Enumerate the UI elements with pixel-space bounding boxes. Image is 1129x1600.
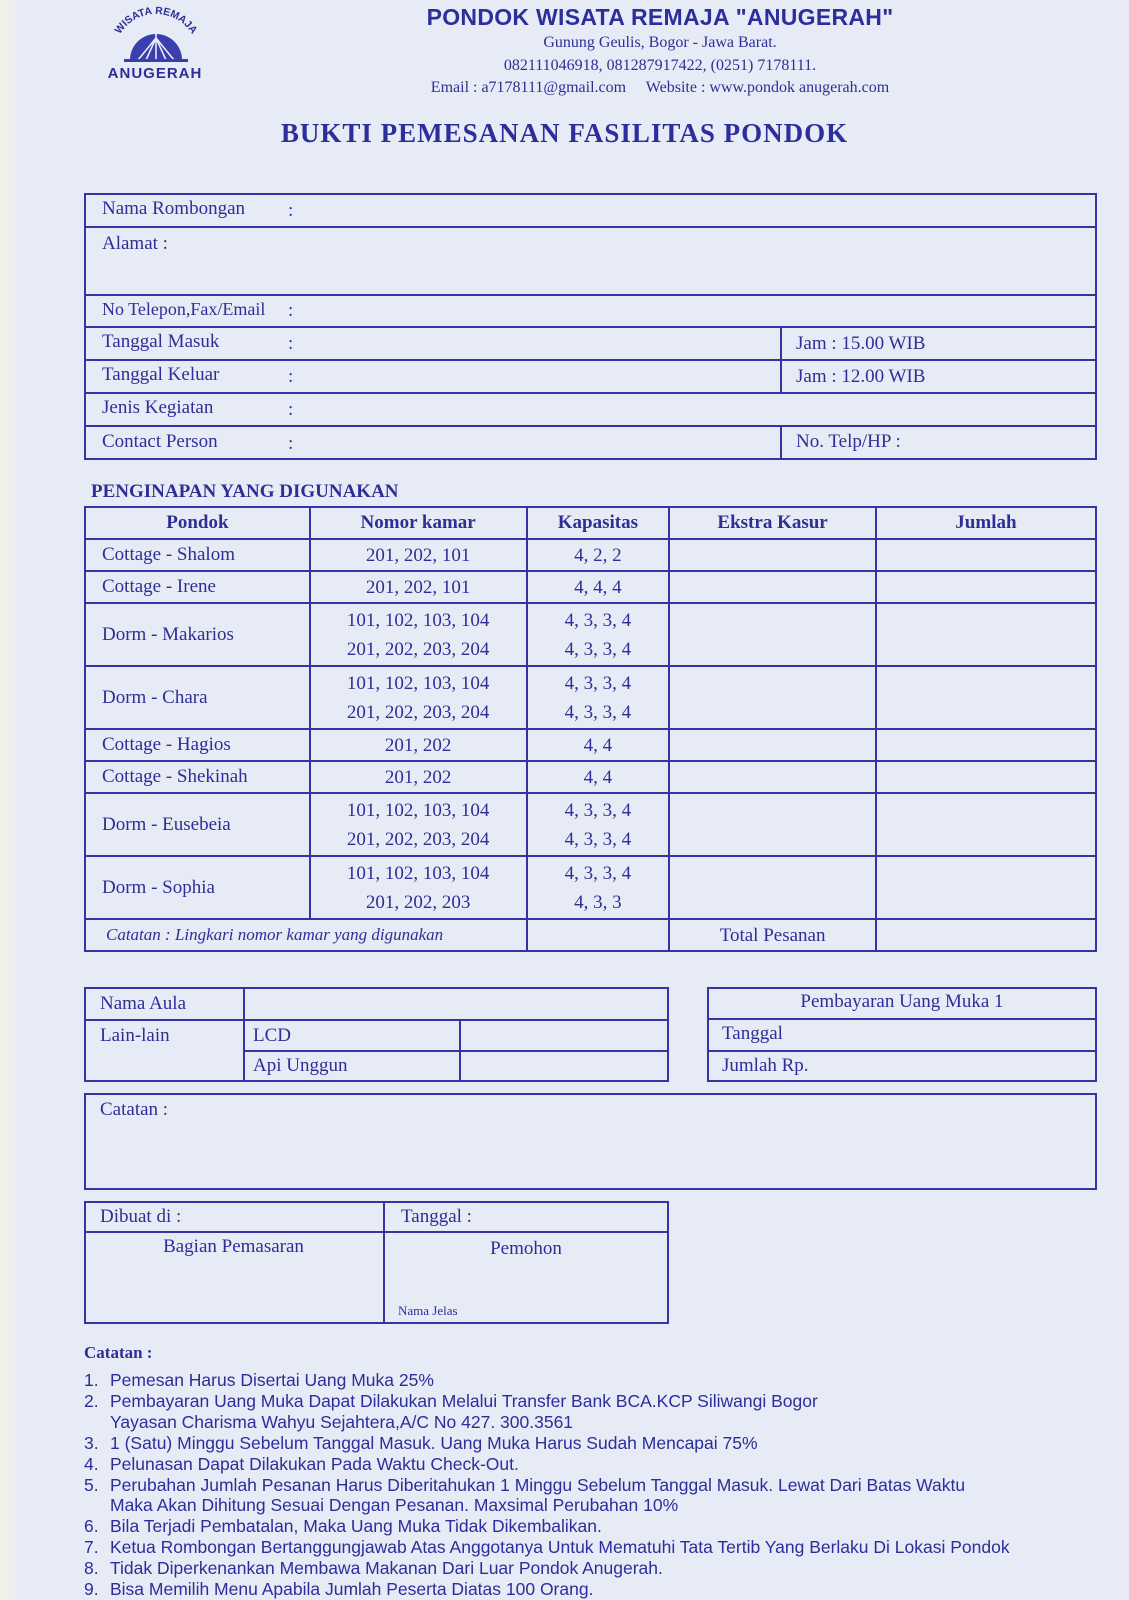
total-pesanan-label: Total Pesanan [669,919,876,951]
colon: : [288,300,294,321]
payment-jumlah-label: Jumlah Rp. [722,1055,809,1076]
kapasitas-cell [527,603,670,666]
nama-rombongan-label: Nama Rombongan [102,198,246,219]
table-footer-row [85,919,1096,951]
tanggal-keluar-label: Tanggal Keluar [102,364,220,385]
pondok-cell: Cottage - Hagios [85,729,310,761]
note-number: 4. [84,1453,99,1474]
jam-keluar: Jam : 12.00 WIB [796,366,926,387]
pondok-cell: Cottage - Irene [85,571,310,603]
nomor-line: 101, 102, 103, 104 [346,799,490,821]
jumlah-cell[interactable] [876,571,1096,603]
kapasitas-cell [527,856,670,919]
contact-person-label: Contact Person [102,431,218,452]
footer-empty-cell [527,919,670,951]
ekstra-kasur-cell[interactable] [669,603,876,666]
org-name: PONDOK WISATA REMAJA "ANUGERAH" [426,4,894,30]
note-number: 5. [84,1474,99,1495]
table-row [85,729,1096,761]
total-pesanan-value[interactable] [876,919,1096,951]
pondok-cell: Dorm - Makarios [85,603,310,666]
logo-word: ANUGERAH [107,65,203,82]
kapasitas-line: 4, 3, 3, 4 [564,701,632,723]
ekstra-kasur-cell[interactable] [669,666,876,729]
note-number: 6. [84,1516,99,1537]
dibuat-di-label: Dibuat di : [100,1206,182,1227]
binding-edge [0,0,22,1600]
lodging-table [84,506,1097,952]
table-row [85,571,1096,603]
signature-tanggal-label: Tanggal : [401,1206,472,1227]
catatan-label: Catatan : [100,1099,169,1120]
colon: : [288,333,294,354]
col-header-jumlah: Jumlah [876,507,1096,539]
nomor-line: 201, 202, 203 [365,891,471,913]
note-number: 3. [84,1432,99,1453]
colon: : [288,366,294,387]
nama-jelas-label: Nama Jelas [398,1303,458,1318]
kapasitas-line: 4, 3, 3, 4 [564,638,632,660]
kapasitas-cell: 4, 2, 2 [527,539,670,571]
catatan-box[interactable] [84,1093,1097,1190]
kapasitas-line: 4, 3, 3 [574,891,622,913]
jumlah-cell[interactable] [876,603,1096,666]
nomor-kamar-cell[interactable]: 201, 202 [310,761,527,793]
org-phones: 082111046918, 081287917422, (0251) 7178111. [503,57,817,74]
kapasitas-line: 4, 3, 3, 4 [564,609,632,631]
list-item: 1. Pemesan Harus Disertai Uang Muka 25% [84,1370,434,1390]
note-number: 9. [84,1579,99,1600]
colon: : [288,399,294,420]
tanggal-masuk-label: Tanggal Masuk [102,331,220,352]
anugerah-logo [94,4,216,84]
lain-lain-label: Lain-lain [100,1025,170,1046]
pondok-cell: Dorm - Eusebeia [85,793,310,856]
ekstra-kasur-cell[interactable] [669,571,876,603]
ekstra-kasur-cell[interactable] [669,729,876,761]
jenis-kegiatan-label: Jenis Kegiatan [102,397,214,418]
colon: : [288,433,294,454]
nomor-kamar-cell[interactable] [310,856,527,919]
table-row [85,539,1096,571]
document-title: BUKTI PEMESANAN FASILITAS PONDOK [280,118,849,148]
ekstra-kasur-cell[interactable] [669,856,876,919]
jumlah-cell[interactable] [876,539,1096,571]
list-item: 9. Bisa Memilih Menu Apabila Jumlah Peserta Diatas 100 Orang. [84,1579,594,1600]
kapasitas-cell: 4, 4, 4 [527,571,670,603]
note-number: 8. [84,1558,99,1579]
jumlah-cell[interactable] [876,761,1096,793]
lodging-section-title: PENGINAPAN YANG DIGUNAKAN [91,481,399,502]
list-item: 6. Bila Terjadi Pembatalan, Maka Uang Muka Tidak Dikembalikan. [84,1516,602,1537]
notes-list [84,1370,1010,1600]
table-row [85,603,1096,666]
no-telepon-label: No Telepon,Fax/Email [102,299,266,319]
nomor-line: 201, 202, 203, 204 [346,701,490,723]
jumlah-cell[interactable] [876,793,1096,856]
lcd-label: LCD [253,1025,291,1046]
note-number: 2. [84,1390,99,1411]
nomor-kamar-cell[interactable] [310,793,527,856]
pemohon-label: Pemohon [490,1238,562,1259]
ekstra-kasur-cell[interactable] [669,761,876,793]
list-item: 7. Ketua Rombongan Bertanggungjawab Atas Anggotanya Untuk Mematuhi Tata Tertib Yang Berlaku Di Lokasi Pondok [84,1537,1010,1558]
col-header-ekstra-kasur: Ekstra Kasur [669,507,876,539]
logo-arc-text: WISATA REMAJA [112,4,200,37]
kapasitas-cell: 4, 4 [527,729,670,761]
notes-title: Catatan : [84,1343,153,1362]
nomor-line: 101, 102, 103, 104 [346,609,490,631]
ekstra-kasur-cell[interactable] [669,539,876,571]
list-item: 5. Perubahan Jumlah Pesanan Harus Diberitahukan 1 Minggu Sebelum Tanggal Masuk. Lewat Dari Batas Waktu Maka Akan Dihitung Sesuai Dengan Pesanan. Maxsimal Perubahan 10% [84,1474,966,1516]
nomor-kamar-cell[interactable]: 201, 202, 101 [310,539,527,571]
nomor-kamar-cell[interactable]: 201, 202 [310,729,527,761]
kapasitas-cell [527,666,670,729]
bagian-pemasaran-label: Bagian Pemasaran [163,1236,304,1257]
ekstra-kasur-cell[interactable] [669,793,876,856]
jumlah-cell[interactable] [876,729,1096,761]
org-email-website: Email : a7178111@gmail.com Website : www.pondok anugerah.com [430,79,890,96]
table-footer-note: Catatan : Lingkari nomor kamar yang digunakan [85,919,527,951]
nomor-line: 101, 102, 103, 104 [346,672,490,694]
table-row [85,761,1096,793]
list-item: 8. Tidak Diperkenankan Membawa Makanan Dari Luar Pondok Anugerah. [84,1558,663,1579]
table-row [85,856,1096,919]
kapasitas-cell [527,793,670,856]
table-row [85,666,1096,729]
nomor-kamar-cell[interactable] [310,603,527,666]
no-telp-hp-label: No. Telp/HP : [796,431,901,452]
col-header-nomor-kamar: Nomor kamar [310,507,527,539]
nomor-kamar-cell[interactable]: 201, 202, 101 [310,571,527,603]
nomor-line: 201, 202, 203, 204 [346,638,490,660]
nomor-line: 201, 202, 203, 204 [346,828,490,850]
colon: : [288,200,294,221]
kapasitas-cell: 4, 4 [527,761,670,793]
nomor-line: 101, 102, 103, 104 [346,862,490,884]
pondok-cell: Dorm - Sophia [85,856,310,919]
jumlah-cell[interactable] [876,856,1096,919]
table-row [85,793,1096,856]
nama-aula-label: Nama Aula [100,993,187,1014]
col-header-kapasitas: Kapasitas [527,507,670,539]
pondok-cell: Cottage - Shalom [85,539,310,571]
list-item: 4. Pelunasan Dapat Dilakukan Pada Waktu Check-Out. [84,1453,519,1474]
pondok-cell: Dorm - Chara [85,666,310,729]
list-item: 2. Pembayaran Uang Muka Dapat Dilakukan Melalui Transfer Bank BCA.KCP Siliwangi Bogor Yayasan Charisma Wahyu Sejahtera,A/C No 427. 300.3561 [84,1390,818,1432]
kapasitas-line: 4, 3, 3, 4 [564,799,632,821]
list-item: 3. 1 (Satu) Minggu Sebelum Tanggal Masuk. Uang Muka Harus Sudah Mencapai 75% [84,1432,758,1453]
kapasitas-line: 4, 3, 3, 4 [564,828,632,850]
alamat-label: Alamat : [102,233,168,254]
jumlah-cell[interactable] [876,666,1096,729]
api-unggun-label: Api Unggun [253,1055,348,1076]
table-header-row [85,507,1096,539]
payment-tanggal-label: Tanggal [722,1023,783,1044]
pondok-cell: Cottage - Shekinah [85,761,310,793]
kapasitas-line: 4, 3, 3, 4 [564,862,632,884]
note-number: 1. [84,1370,99,1390]
col-header-pondok: Pondok [85,507,310,539]
jam-masuk: Jam : 15.00 WIB [796,333,926,354]
note-number: 7. [84,1537,99,1558]
payment-title: Pembayaran Uang Muka 1 [800,991,1004,1012]
org-address: Gunung Geulis, Bogor - Jawa Barat. [543,34,777,51]
kapasitas-line: 4, 3, 3, 4 [564,672,632,694]
nomor-kamar-cell[interactable] [310,666,527,729]
